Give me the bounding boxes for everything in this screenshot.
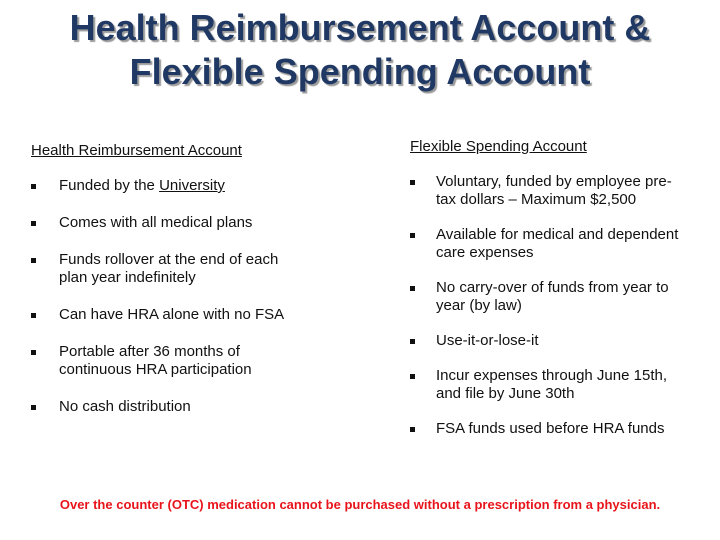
hra-heading: Health Reimbursement Account <box>31 142 242 159</box>
fsa-item-text: Available for medical and dependent care expenses <box>436 226 679 261</box>
hra-bullet-item <box>31 251 301 287</box>
square-bullet-icon <box>31 350 36 355</box>
hra-item-text: Portable after 36 months of continuous HRA participation <box>59 343 252 378</box>
square-bullet-icon <box>410 180 415 185</box>
slide-title-line-2: Flexible Spending Account <box>129 51 591 92</box>
fsa-item-text: No carry-over of funds from year to year (by law) <box>436 279 669 314</box>
square-bullet-icon <box>31 313 36 318</box>
hra-bullet-item <box>31 214 301 232</box>
hra-bullet-item <box>31 177 301 195</box>
square-bullet-icon <box>31 258 36 263</box>
fsa-item-text: FSA funds used before HRA funds <box>436 420 665 437</box>
fsa-bullet-item <box>410 226 690 262</box>
fsa-item-text: Voluntary, funded by employee pre-tax dollars – Maximum $2,500 <box>436 173 672 208</box>
hra-bullet-item <box>31 306 301 324</box>
square-bullet-icon <box>31 405 36 410</box>
fsa-bullet-item <box>410 420 690 438</box>
square-bullet-icon <box>410 233 415 238</box>
square-bullet-icon <box>410 339 415 344</box>
hra-item-text: Can have HRA alone with no FSA <box>59 306 285 323</box>
fsa-bullet-item <box>410 332 690 350</box>
square-bullet-icon <box>410 427 415 432</box>
fsa-bullet-list <box>410 173 690 438</box>
square-bullet-icon <box>410 286 415 291</box>
hra-item-text: Funded by the <box>59 177 160 194</box>
fsa-item-text: Incur expenses through June 15th, and file by June 30th <box>436 367 667 402</box>
fsa-item-text: Use-it-or-lose-it <box>436 332 539 349</box>
square-bullet-icon <box>410 374 415 379</box>
fsa-column <box>410 138 690 455</box>
hra-bullet-item <box>31 398 301 416</box>
square-bullet-icon <box>31 221 36 226</box>
fsa-bullet-item <box>410 367 690 403</box>
fsa-bullet-item <box>410 173 690 209</box>
hra-column <box>31 142 301 435</box>
slide-title-line-1: Health Reimbursement Account & <box>69 7 651 48</box>
slide-title <box>0 6 720 94</box>
hra-bullet-list <box>31 177 301 416</box>
square-bullet-icon <box>31 184 36 189</box>
hra-item-text: Comes with all medical plans <box>59 214 253 231</box>
hra-item-text: Funds rollover at the end of each plan year indefinitely <box>59 251 279 286</box>
hra-item-text: No cash distribution <box>59 398 191 415</box>
fsa-heading: Flexible Spending Account <box>410 138 587 155</box>
university-link[interactable]: University <box>159 177 225 194</box>
fsa-bullet-item <box>410 279 690 315</box>
otc-warning-note: Over the counter (OTC) medication cannot be purchased without a prescription from a physician. <box>59 497 661 512</box>
hra-bullet-item <box>31 343 301 379</box>
